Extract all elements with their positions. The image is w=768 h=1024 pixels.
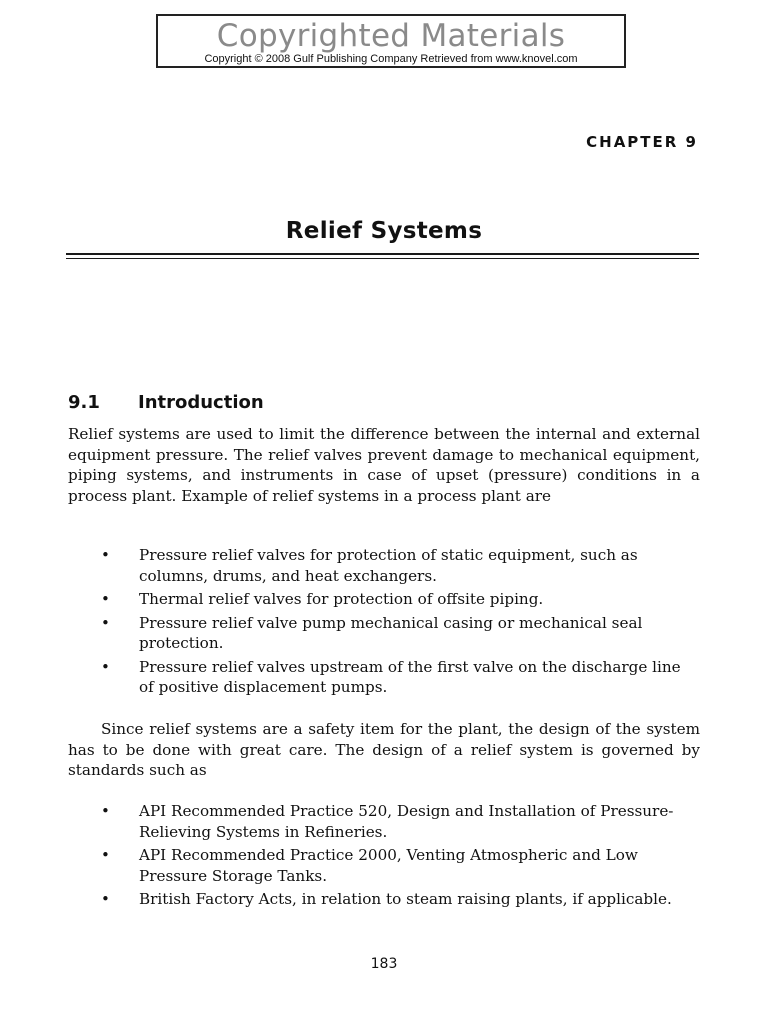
list-item-text: Thermal relief valves for protection of offsite piping. bbox=[139, 590, 544, 608]
list-item bbox=[68, 889, 700, 910]
list-item-text: Pressure relief valves for protection of static equipment, such as columns, drums, and heat exchangers. bbox=[139, 546, 638, 585]
title-rule-top bbox=[66, 253, 699, 255]
bullet-icon: • bbox=[101, 590, 110, 608]
chapter-label: CHAPTER 9 bbox=[586, 133, 698, 151]
bullet-icon: • bbox=[101, 613, 110, 632]
list-item-text: API Recommended Practice 520, Design and Installation of Pressure-Relieving Systems in Refineries. bbox=[139, 802, 674, 841]
list-item bbox=[68, 657, 700, 698]
list-item-text: British Factory Acts, in relation to steam raising plants, if applicable. bbox=[139, 890, 672, 908]
list-item bbox=[68, 845, 700, 886]
copyright-title: Copyrighted Materials bbox=[216, 18, 566, 54]
bullet-icon: • bbox=[101, 802, 110, 820]
bullet-icon: • bbox=[101, 846, 110, 864]
list-item bbox=[68, 545, 700, 586]
copyright-banner bbox=[156, 14, 626, 68]
title-rule-bottom bbox=[66, 258, 699, 259]
bullet-icon: • bbox=[101, 657, 110, 676]
list-item bbox=[68, 589, 700, 610]
bullet-icon: • bbox=[101, 546, 110, 564]
relief-examples-list bbox=[68, 545, 700, 701]
list-item bbox=[68, 801, 700, 842]
standards-list bbox=[68, 801, 700, 913]
standards-paragraph: Since relief systems are a safety item for the plant, the design of the system has to be done with great care. The design of a relief system is governed by standards such as bbox=[68, 720, 700, 779]
section-number: 9.1 bbox=[68, 392, 100, 413]
intro-paragraph: Relief systems are used to limit the difference between the internal and external equipment pressure. The relief valves prevent damage to mechanical equipment, piping systems, and instruments in case of upset (pressure) conditions in a process plant. Example of relief systems in a process plant are bbox=[68, 425, 700, 505]
bullet-icon: • bbox=[101, 890, 110, 908]
copyright-notice: Copyright © 2008 Gulf Publishing Company Retrieved from www.knovel.com bbox=[204, 53, 578, 65]
list-item bbox=[68, 613, 700, 654]
list-item-text: API Recommended Practice 2000, Venting Atmospheric and Low Pressure Storage Tanks. bbox=[139, 846, 638, 885]
section-heading bbox=[68, 392, 264, 413]
list-item-text: Pressure relief valves upstream of the first valve on the discharge line of positive displacement pumps. bbox=[139, 657, 681, 696]
page-number: 183 bbox=[370, 956, 398, 972]
chapter-title: Relief Systems bbox=[285, 218, 483, 244]
list-item-text: Pressure relief valve pump mechanical casing or mechanical seal protection. bbox=[139, 613, 643, 652]
section-title: Introduction bbox=[138, 392, 264, 413]
